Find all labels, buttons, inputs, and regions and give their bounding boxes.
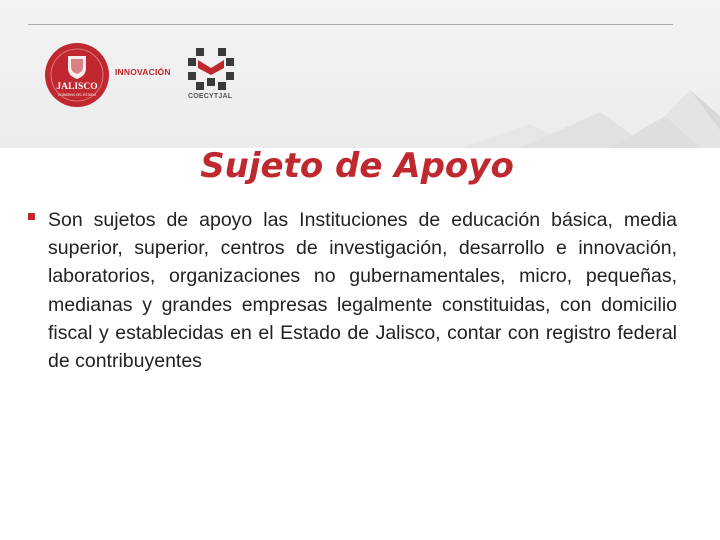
square-bullet-icon bbox=[28, 213, 35, 220]
bullet-text: Son sujetos de apoyo las Instituciones de educación básica, media superior, superior, centros de investigación, desarrollo e innovación, laboratorios, organizaciones no gubernamentales, micro, pequeñas, medianas y grandes empresas legalmente constituidas, con domicilio fiscal y establecidas en el Estado de Jalisco, contar con registro federal de contribuyentes bbox=[48, 209, 677, 373]
header-band bbox=[0, 0, 720, 148]
svg-text:GOBIERNO DEL ESTADO: GOBIERNO DEL ESTADO bbox=[58, 93, 96, 97]
slide-title-text: Sujeto de Apoyo bbox=[200, 146, 514, 186]
innovacion-label: INNOVACIÓN bbox=[115, 67, 171, 77]
jalisco-seal-logo bbox=[44, 42, 110, 108]
coecytjal-logo bbox=[188, 48, 234, 90]
mountains-decoration bbox=[460, 90, 720, 148]
slide-title bbox=[0, 146, 720, 186]
bullet-item bbox=[28, 206, 680, 375]
header-divider bbox=[28, 24, 673, 25]
svg-text:JALISCO: JALISCO bbox=[56, 82, 98, 92]
coecytjal-label: COECYTJAL bbox=[188, 93, 233, 100]
